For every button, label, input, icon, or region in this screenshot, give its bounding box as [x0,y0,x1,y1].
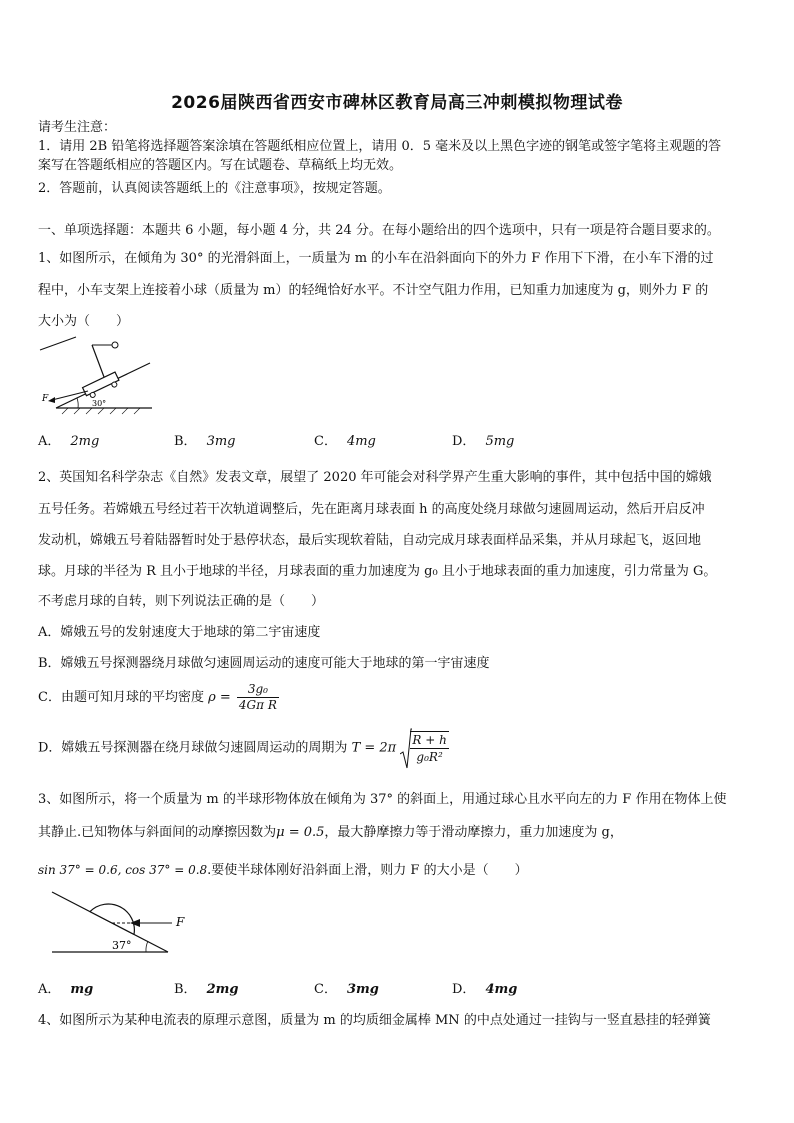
q1-stem-line-3: 大小为（ ） [38,314,130,329]
q3-stem-line-3: sin 37° = 0.6, cos 37° = 0.8.要使半球体刚好沿斜面上滑，则力 F 的大小是（ ） [38,863,528,878]
q1-option-c: C． 4mg [314,434,376,449]
q3-option-c: C． 3mg [314,982,379,997]
notice-item-1-line-2: 案写在答题纸相应的答题区内。写在试题卷、草稿纸上均无效。 [38,158,403,173]
q4-stem-line-1: 4、如图所示为某种电流表的原理示意图，质量为 m 的均质细金属棒 MN 的中点处通过一挂钩与一竖直悬挂的轻弹簧 [38,1013,711,1028]
q2-option-c: C．由题可知月球的平均密度 ρ = $\frac{\text{3g₀}}{\text{4Gπ R}}$ [38,682,277,712]
q1-option-d: D． 5mg [452,434,515,449]
notice-item-1-line-1: 1．请用 2B 铅笔将选择题答案涂填在答题纸相应位置上，请用 0．5 毫米及以上黑色字迹的钢笔或签字笔将主观题的答 [38,139,722,154]
q3-option-a: A． mg [38,982,94,997]
q2-stem-line-1: 2、英国知名科学杂志《自然》发表文章，展望了 2020 年可能会对科学界产生重大影响的事件，其中包括中国的嫦娥 [38,470,712,485]
notice-item-2: 2．答题前，认真阅读答题纸上的《注意事项》，按规定答题。 [38,181,391,196]
q1-stem-line-2: 程中，小车支架上连接着小球（质量为 m）的轻绳恰好水平。不计空气阻力作用，已知重力加速度为 g，则外力 F 的 [38,283,709,298]
q2-option-d: D．嫦娥五号探测器在绕月球做匀速圆周运动的周期为 T = 2π $\frac{R + h}{\text{g₀R²}}$ [38,728,762,774]
q1-angle-label: 30° [92,399,107,408]
q2-stem-line-3: 发动机，嫦娥五号着陆器暂时处于悬停状态，最后实现软着陆，自动完成月球表面样品采集，并从月球起飞，返回地 [38,533,702,548]
q2-stem-line-4: 球。月球的半径为 R 且小于地球的半径，月球表面的重力加速度为 g₀ 且小于地球表面的重力加速度，引力常量为 G。 [38,564,717,579]
page-title: 2026届陕西省西安市碑林区教育局高三冲刺模拟物理试卷 [171,93,623,113]
q1-stem-line-1: 1、如图所示，在倾角为 30° 的光滑斜面上，一质量为 m 的小车在沿斜面向下的外力 F 作用下下滑，在小车下滑的过 [38,251,714,266]
q1-option-b: B． 3mg [174,434,236,449]
q3-option-b: B． 2mg [174,982,239,997]
q1-force-label: F [42,394,49,404]
q3-angle-label: 37° [112,939,132,952]
q3-hemisphere-incline-diagram [50,888,190,958]
q3-stem-line-2: 其静止.已知物体与斜面间的动摩擦因数为μ = 0.5，最大静摩擦力等于滑动摩擦力，重力加速度为 g， [38,825,623,840]
q2-stem-line-5: 不考虑月球的自转，则下列说法正确的是（ ） [38,594,325,609]
q3-stem-line-1: 3、如图所示，将一个质量为 m 的半球形物体放在倾角为 37° 的斜面上，用通过球心且水平向左的力 F 作用在物体上使 [38,792,727,807]
q2-density-fraction: $\frac{\text{3g₀}}{\text{4Gπ R}}$ [238,682,277,712]
section-heading: 一、单项选择题：本题共 6 小题，每小题 4 分，共 24 分。在每小题给出的四个选项中，只有一项是符合题目要求的。 [38,223,720,238]
q2-option-a: A．嫦娥五号的发射速度大于地球的第二宇宙速度 [38,625,321,640]
q2-period-radical: $\frac{R + h}{\text{g₀R²}}$ [400,728,448,768]
q3-option-d: D． 4mg [452,982,518,997]
q1-option-a: A． 2mg [38,434,100,449]
q2-stem-line-2: 五号任务。若嫦娥五号经过若干次轨道调整后，先在距离月球表面 h 的高度处绕月球做匀速圆周运动，然后开启反冲 [38,502,705,517]
q3-force-label: F [176,915,185,929]
q1-incline-cart-diagram [38,335,158,415]
notice-heading: 请考生注意： [38,120,117,135]
q2-option-b: B．嫦娥五号探测器绕月球做匀速圆周运动的速度可能大于地球的第一宇宙速度 [38,656,490,671]
